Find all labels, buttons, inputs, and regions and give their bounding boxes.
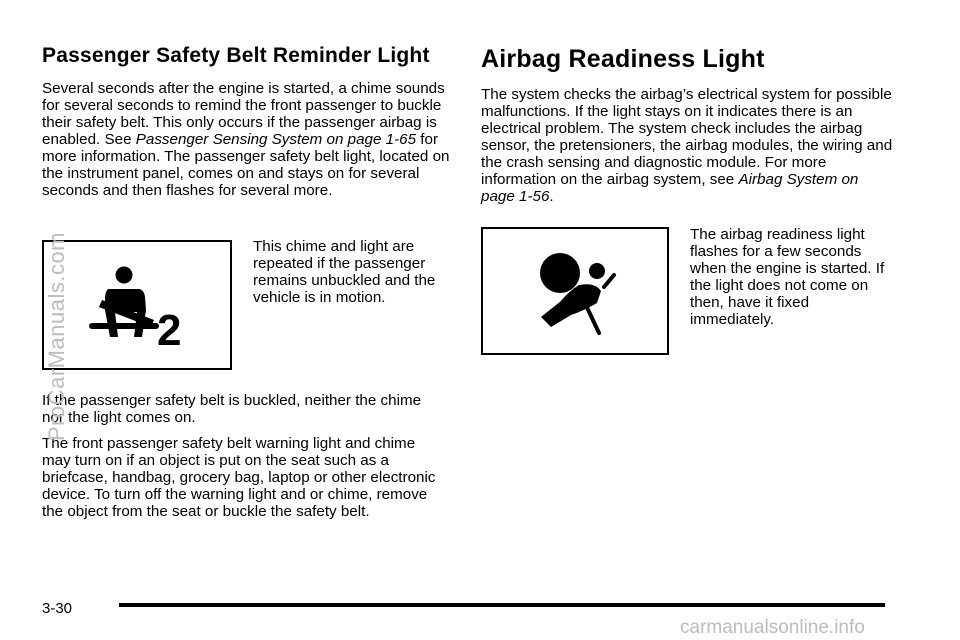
paragraph-text: . [549,188,554,205]
airbag-readiness-icon [481,227,669,355]
cross-reference-link[interactable]: Airbag System on page 1-56 [481,171,859,205]
buckled-paragraph: If the passenger safety belt is buckled, neither the chime nor the light comes on. [42,392,422,426]
page-number: 3-30 [42,600,73,617]
paragraph-text: The system checks the airbag’s electrical system for possible malfunctions. If the light stays on it indicates there is an electrical problem. The system check includes the airbag sensor, the pretensioners, the airbag modules, the wiring and the crash sensing and diagnostic module. For more information on the airbag system, see [481,86,893,188]
paragraph-text: for more information. The passenger safety belt light, located on the instrument panel, comes on and stays on for several seconds and then flashes for several more. [42,131,450,199]
airbag-system-check-paragraph [481,86,895,205]
airbag-flash-paragraph: The airbag readiness light flashes for a few seconds when the engine is started. If the light does not come on then, have it fixed immediately. [690,226,885,328]
bottom-watermark: carmanualsonline.info [680,617,865,638]
footer-divider [119,603,885,607]
cross-reference-link[interactable]: Passenger Sensing System on page 1-65 [135,131,417,148]
side-watermark: ProCarManuals.com [44,231,69,441]
icon-number-label: 2 [157,306,182,355]
object-on-seat-paragraph: The front passenger safety belt warning light and chime may turn on if an object is put on the seat such as a briefcase, handbag, grocery bag, laptop or other electronic device. To turn off the warning light and or chime, remove the object from the seat or buckle the safety belt. [42,435,436,520]
paragraph-text: Several seconds after the engine is started, a chime sounds for several seconds to remind the front passenger to buckle their safety belt. This only occurs if the passenger airbag is enabled. See [42,80,445,148]
section-heading-passenger-belt: Passenger Safety Belt Reminder Light [42,44,430,67]
chime-repeat-paragraph: This chime and light are repeated if the passenger remains unbuckled and the vehicle is in motion. [253,238,436,306]
seatbelt-reminder-icon [42,240,232,370]
passenger-belt-intro-paragraph [42,80,454,199]
section-heading-airbag-readiness: Airbag Readiness Light [481,45,765,73]
